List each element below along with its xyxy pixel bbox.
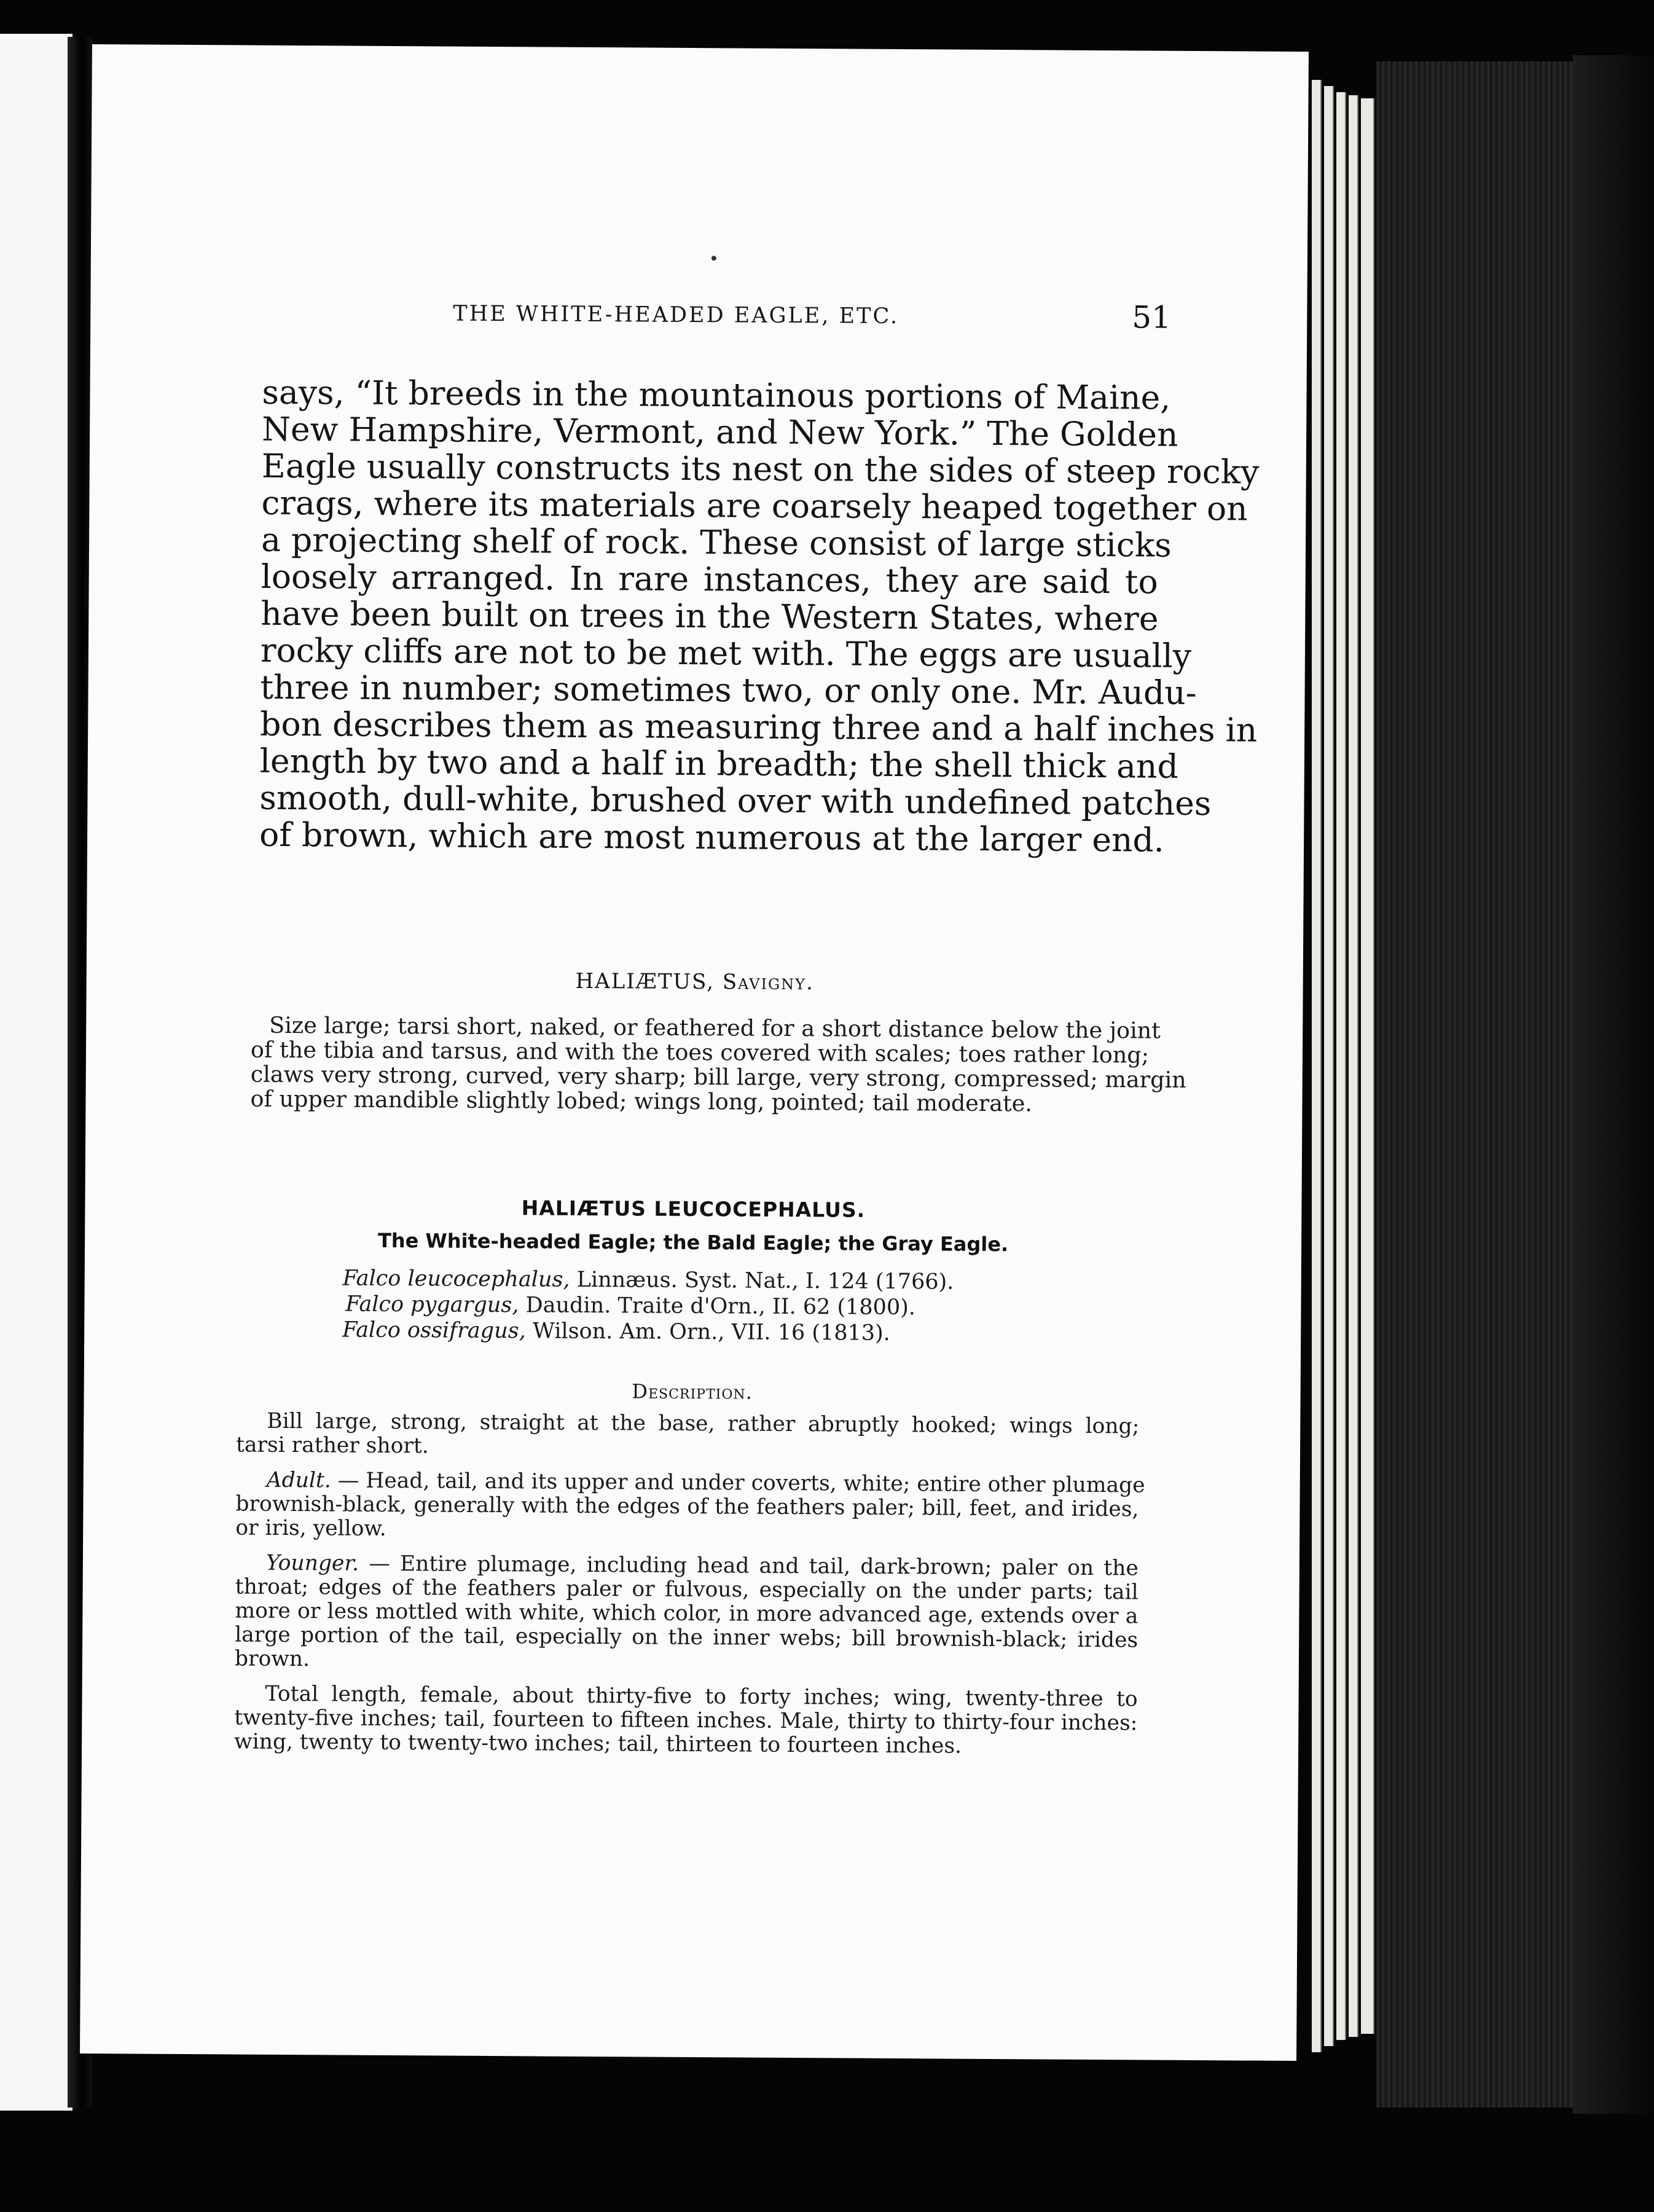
page-stack-edge: [1324, 86, 1334, 2046]
description-line: wing, twenty to twenty-two inches; tail, thirteen to fourteen inches.: [234, 1729, 962, 1759]
synonym-name: Falco pygargus,: [345, 1292, 519, 1318]
description-line: large portion of the tail, especially on the inner webs; bill brownish-black; irides: [235, 1622, 1139, 1653]
description-line: twenty-five inches; tail, fourteen to fifteen inches. Male, thirty to thirty-four inches:: [234, 1705, 1138, 1736]
page-stack-edge: [1336, 92, 1346, 2040]
genus-description: [250, 1011, 1186, 1117]
body-line: bon describes them as measuring three and a half inches in: [260, 704, 1258, 750]
description-line: tarsi rather short.: [235, 1432, 429, 1459]
synonym-entry: [343, 1266, 1019, 1296]
description-line: Bill large, strong, straight at the base, rather abruptly hooked; wings long;: [267, 1408, 1140, 1439]
synonym-reference: Daudin. Traite d'Orn., II. 62 (1800).: [525, 1293, 916, 1320]
synonym-reference: Wilson. Am. Orn., VII. 16 (1813).: [532, 1319, 891, 1346]
younger-label: Younger.: [265, 1550, 359, 1576]
page-stack-edge: [1349, 95, 1358, 2037]
measurements: [234, 1682, 1138, 1759]
species-description: [234, 1408, 1145, 1770]
synonym-entry: [342, 1292, 1018, 1322]
species-heading: HALIÆTUS LEUCOCEPHALUS.: [521, 1196, 866, 1222]
description-line: Total length, female, about thirty-five to forty inches; wing, twenty-three to: [265, 1681, 1138, 1712]
page-stack-edge: [1312, 80, 1322, 2052]
synonym-reference: Linnæus. Syst. Nat., I. 124 (1766).: [576, 1267, 954, 1295]
page-stack-edge: [1361, 98, 1374, 2034]
body-line: crags, where its materials are coarsely heaped together on: [261, 483, 1248, 528]
print-speck: [711, 256, 716, 261]
body-line: length by two and a half in breadth; the shell thick and: [259, 741, 1178, 786]
page-number: 51: [1132, 299, 1172, 335]
genus-description-line: of upper mandible slightly lobed; wings long, pointed; tail moderate.: [250, 1085, 1033, 1117]
body-line: have been built on trees in the Western States, where: [261, 594, 1159, 638]
body-line: smooth, dull-white, brushed over with undefined patches: [259, 778, 1212, 823]
book-shadow: [1573, 55, 1654, 2114]
synonymy: [342, 1266, 1019, 1347]
body-line: says, “It breeds in the mountainous portions of Maine,: [262, 372, 1171, 417]
description-heading: Description.: [632, 1379, 753, 1404]
description-line: throat; edges of the feathers paler or fulvous, especially on the under parts; tail: [235, 1574, 1139, 1605]
body-line: New Hampshire, Vermont, and New York.” The Golden: [261, 409, 1178, 454]
younger-description: [235, 1551, 1139, 1676]
book-page: [80, 44, 1309, 2061]
adult-label: Adult.: [266, 1467, 331, 1493]
synonym-entry: [342, 1317, 1018, 1347]
description-line: brown.: [234, 1646, 310, 1672]
description-line: brownish-black, generally with the edges of the feathers paler; bill, feet, and irides,: [235, 1491, 1139, 1522]
body-line: loosely arranged. In rare instances, they are said to: [261, 557, 1158, 602]
body-line: three in number; sometimes two, or only one. Mr. Audu-: [260, 667, 1197, 713]
running-head: THE WHITE-HEADED EAGLE, ETC.: [453, 301, 900, 329]
adult-text: — Head, tail, and its upper and under coverts, white; entire other plumage: [337, 1468, 1145, 1498]
body-line: of brown, which are most numerous at the larger end.: [259, 815, 1164, 860]
adult-description: [235, 1467, 1145, 1545]
genus-description-line: Size large; tarsi short, naked, or feathered for a short distance below the joint: [269, 1011, 1161, 1044]
genus-authority: Savigny.: [722, 970, 814, 995]
genus-name: HALIÆTUS,: [575, 968, 715, 995]
genus-description-line: of the tibia and tarsus, and with the toes covered with scales; toes rather long;: [250, 1036, 1150, 1069]
description-line: more or less mottled with white, which color, in more advanced age, extends over a: [235, 1598, 1139, 1629]
younger-text: — Entire plumage, including head and tail, dark-brown; paler on the: [369, 1551, 1139, 1581]
body-line: a projecting shelf of rock. These consist of large sticks: [261, 520, 1172, 565]
common-names: The White-headed Eagle; the Bald Eagle; the Gray Eagle.: [377, 1228, 1009, 1257]
genus-description-line: claws very strong, curved, very sharp; bill large, very strong, compressed; margin: [250, 1061, 1186, 1093]
body-line: rocky cliffs are not to be met with. The eggs are usually: [260, 630, 1192, 675]
body-line: Eagle usually constructs its nest on the sides of steep rocky: [261, 446, 1260, 492]
synonym-name: Falco ossifragus,: [342, 1317, 526, 1344]
facing-page-edge: [0, 34, 73, 2111]
general-description: [236, 1409, 1139, 1462]
description-line: or iris, yellow.: [235, 1515, 386, 1541]
synonym-name: Falco leucocephalus,: [342, 1266, 570, 1292]
body-paragraph: [259, 372, 1260, 860]
genus-heading: [87, 966, 1303, 998]
